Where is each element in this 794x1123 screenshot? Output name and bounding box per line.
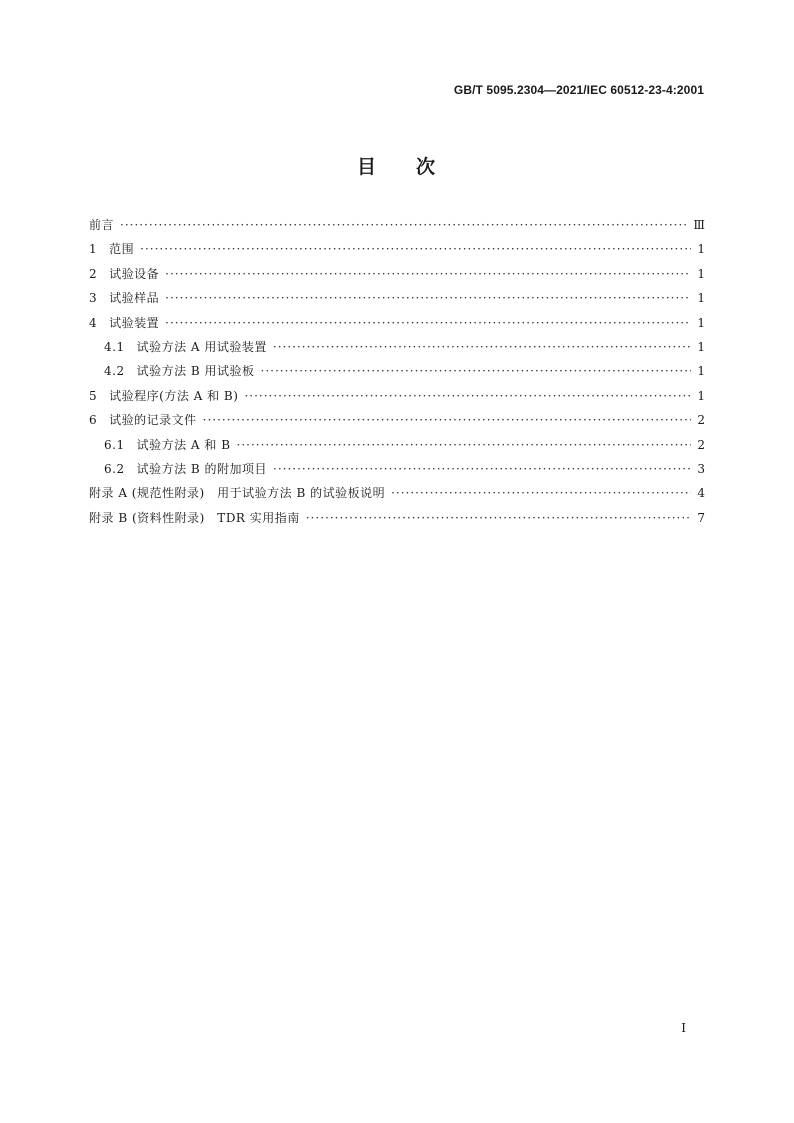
page-title: [0, 152, 794, 179]
toc-entry-label: 试验方法 A 和 B: [136, 437, 231, 452]
toc-entry-annex-a[interactable]: [89, 484, 705, 508]
toc-entry-number: 4.1: [104, 339, 125, 354]
leader-dots: [273, 340, 691, 354]
toc-entry-label: 试验装置: [109, 315, 160, 330]
leader-dots: [165, 316, 691, 330]
toc-entry-label: 范围: [109, 242, 135, 257]
table-of-contents: [89, 216, 705, 533]
toc-entry-label: 试验方法 A 用试验装置: [136, 339, 267, 354]
toc-entry-2[interactable]: [89, 265, 705, 289]
title-char-1: 目: [356, 156, 378, 178]
leader-dots: [273, 462, 691, 476]
toc-entry-page: 4: [697, 486, 705, 501]
toc-entry-4[interactable]: [89, 314, 705, 338]
leader-dots: [306, 511, 691, 525]
toc-entry-number: 4: [89, 315, 98, 330]
toc-entry-label: 试验方法 B 的附加项目: [136, 461, 268, 476]
toc-entry-page: 1: [697, 315, 705, 330]
leader-dots: [165, 291, 691, 305]
toc-entry-page: 7: [697, 510, 705, 525]
toc-entry-1[interactable]: [89, 240, 705, 264]
leader-dots: [203, 413, 691, 427]
leader-dots: [120, 218, 689, 232]
toc-entry-page: Ⅲ: [693, 218, 705, 232]
leader-dots: [244, 389, 691, 403]
leader-dots: [140, 242, 691, 256]
toc-entry-6-2[interactable]: [89, 460, 705, 484]
toc-entry-number: 1: [89, 242, 98, 257]
leader-dots: [261, 364, 691, 378]
toc-entry-page: 1: [697, 388, 705, 403]
toc-entry-number: 5: [89, 388, 98, 403]
toc-entry-4-1[interactable]: [89, 338, 705, 362]
leader-dots: [391, 486, 691, 500]
toc-entry-number: 2: [89, 266, 98, 281]
toc-entry-label: 试验程序(方法 A 和 B): [109, 388, 239, 403]
toc-entry-number: 6: [89, 413, 98, 428]
toc-entry-page: 1: [697, 266, 705, 281]
toc-entry-annex-b[interactable]: [89, 509, 705, 533]
toc-entry-label: 前言: [89, 218, 115, 232]
leader-dots: [237, 438, 691, 452]
toc-entry-foreword[interactable]: [89, 216, 705, 240]
toc-entry-label: 试验的记录文件: [109, 413, 197, 428]
toc-entry-label: 附录 B (资料性附录) TDR 实用指南: [89, 510, 300, 525]
toc-entry-label: 试验方法 B 用试验板: [136, 364, 255, 379]
toc-entry-page: 1: [697, 291, 705, 306]
toc-entry-label: 试验样品: [109, 291, 160, 306]
page-number: I: [681, 1021, 686, 1035]
toc-entry-page: 2: [697, 413, 705, 428]
toc-entry-number: 4.2: [104, 364, 125, 379]
toc-entry-page: 2: [697, 437, 705, 452]
toc-entry-page: 3: [697, 461, 705, 476]
toc-entry-5[interactable]: [89, 387, 705, 411]
toc-entry-number: 3: [89, 291, 98, 306]
toc-entry-label: 试验设备: [109, 266, 160, 281]
toc-entry-number: 6.2: [104, 461, 125, 476]
toc-entry-6[interactable]: [89, 411, 705, 435]
toc-entry-number: 6.1: [104, 437, 125, 452]
toc-entry-6-1[interactable]: [89, 436, 705, 460]
leader-dots: [165, 267, 691, 281]
toc-entry-page: 1: [697, 364, 705, 379]
toc-entry-3[interactable]: [89, 289, 705, 313]
toc-entry-label: 附录 A (规范性附录) 用于试验方法 B 的试验板说明: [89, 486, 386, 501]
toc-entry-page: 1: [697, 339, 705, 354]
toc-entry-page: 1: [697, 242, 705, 257]
title-char-2: 次: [416, 156, 438, 178]
standard-number: GB/T 5095.2304—2021/IEC 60512-23-4:2001: [453, 83, 704, 97]
toc-entry-4-2[interactable]: [89, 362, 705, 386]
